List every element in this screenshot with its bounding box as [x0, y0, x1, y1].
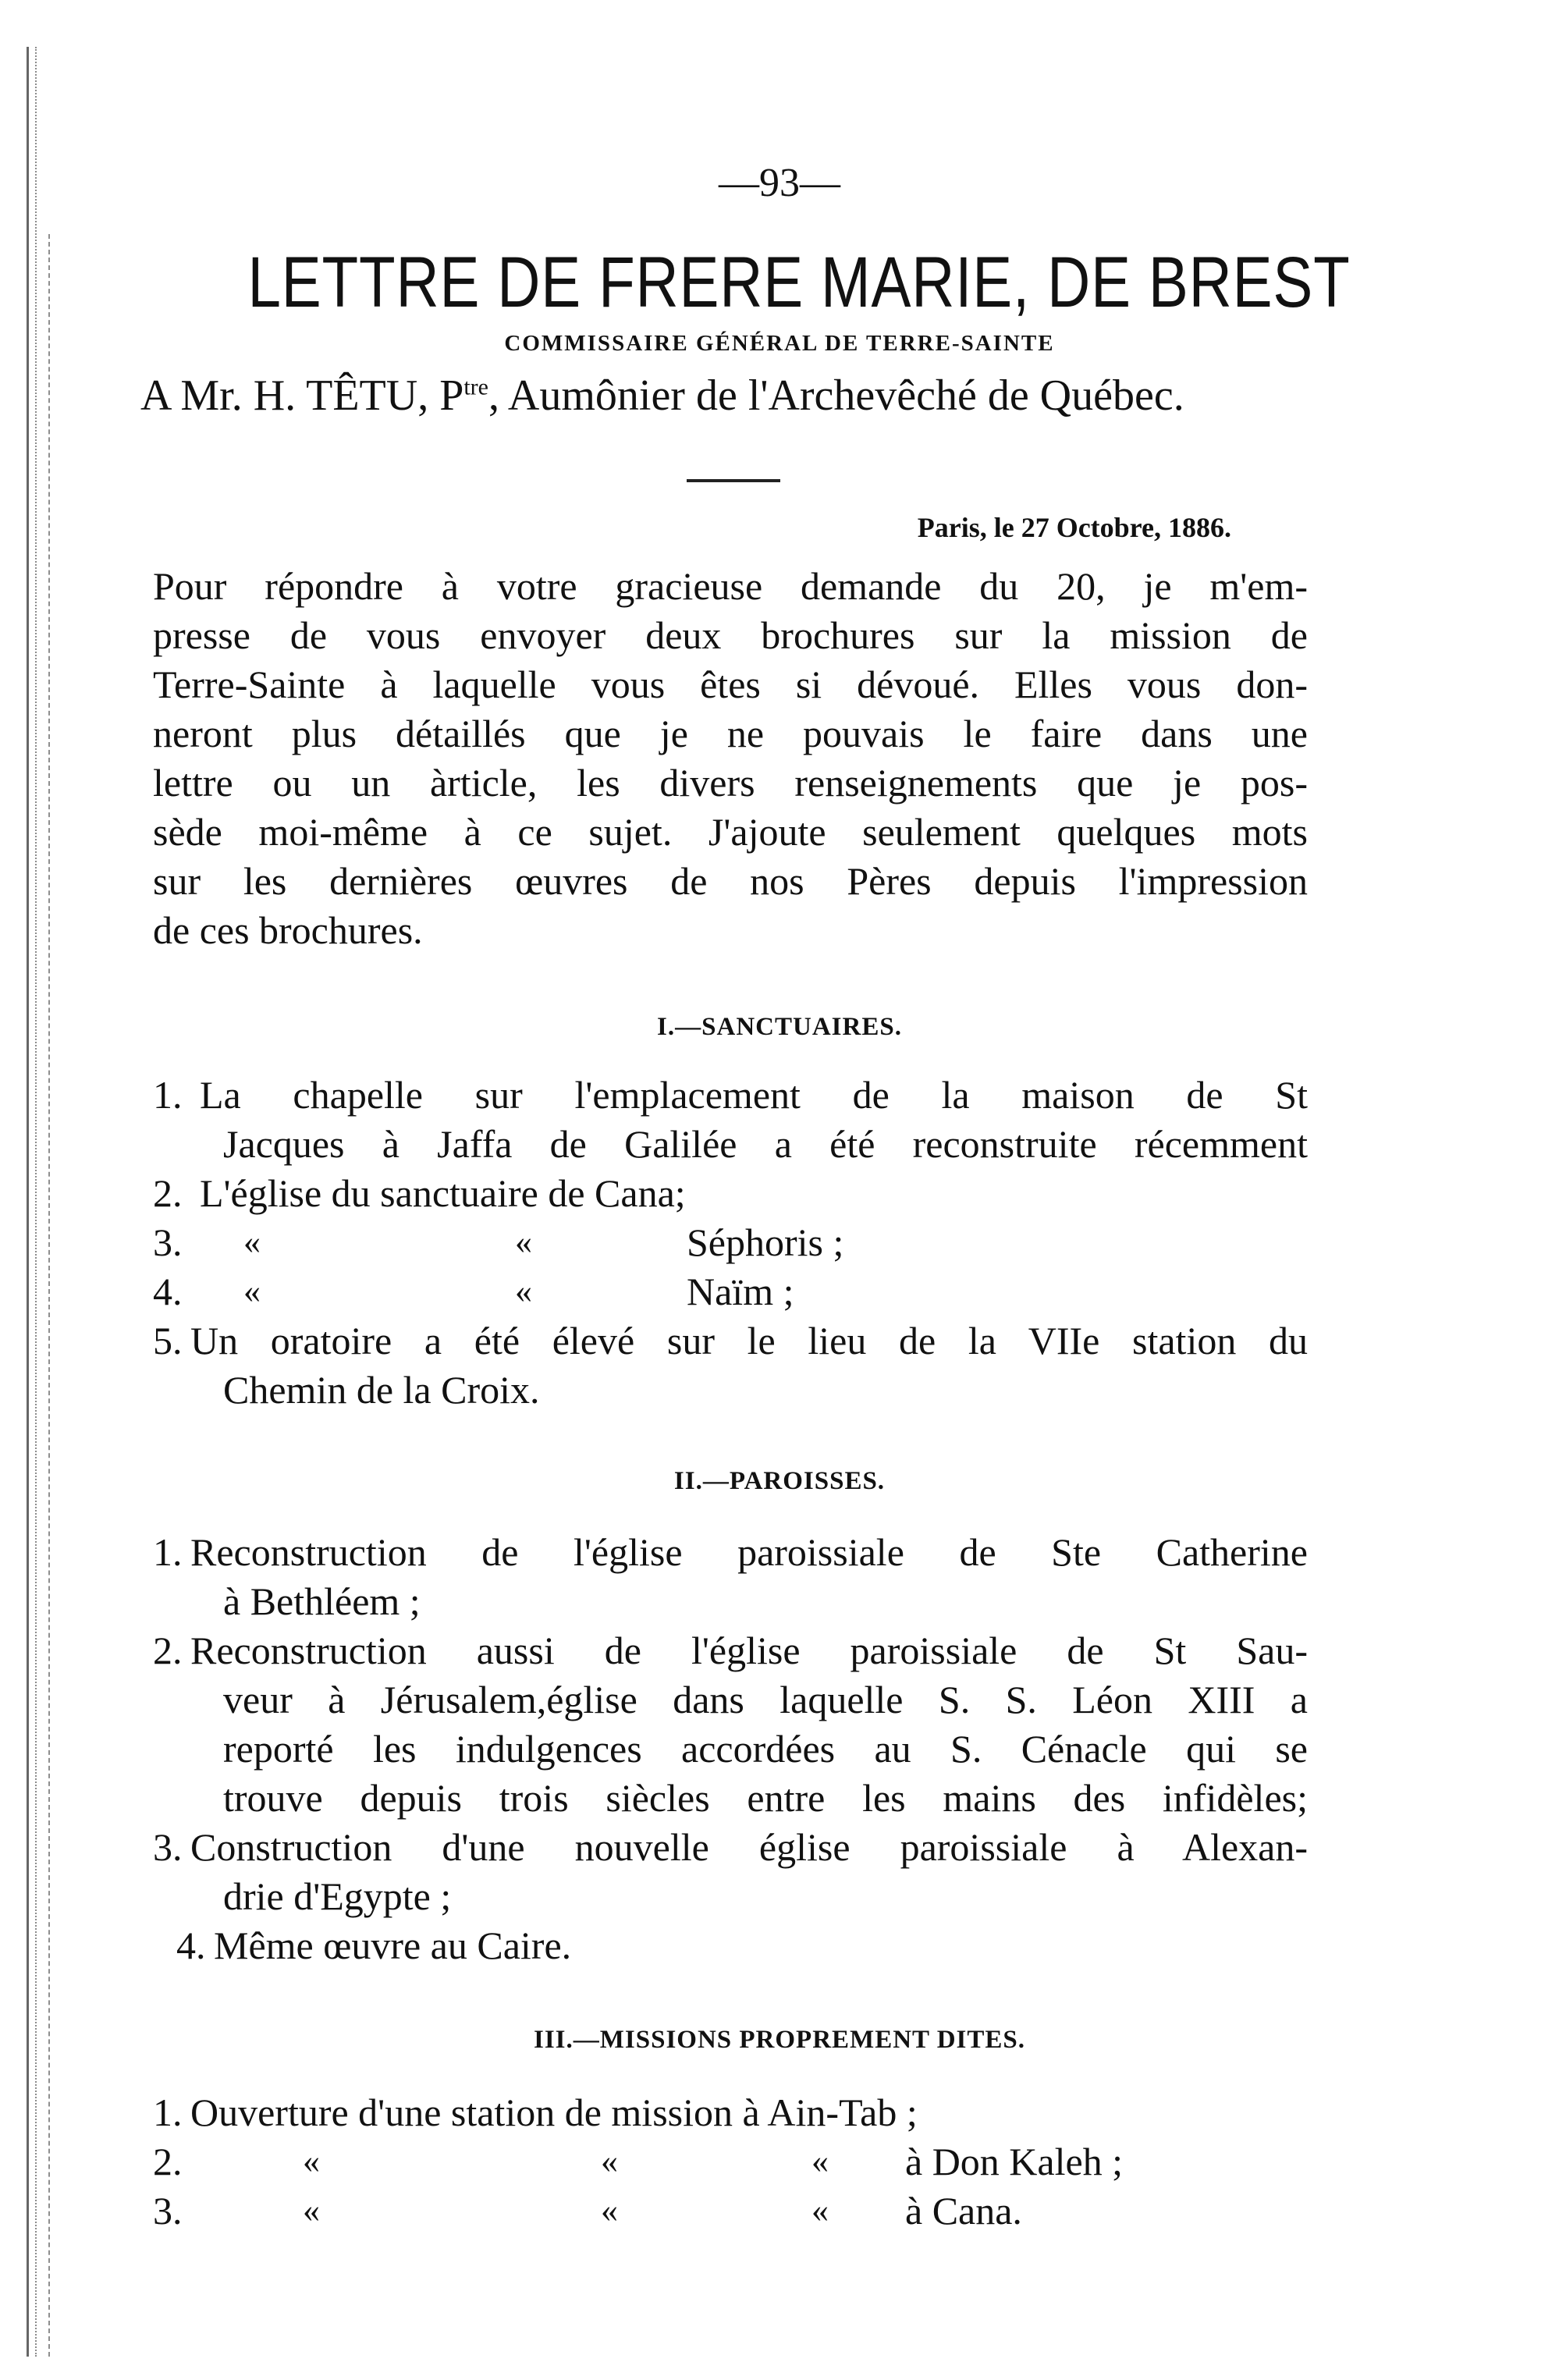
section-heading-sanctuaires: I.—SANCTUAIRES.: [657, 1013, 902, 1041]
addressee: [140, 371, 1184, 421]
item-number: 1.: [153, 1073, 183, 1117]
section-heading-missions: III.—MISSIONS PROPREMENT DITES.: [533, 2026, 1026, 2054]
ditto-mark: «: [303, 2142, 320, 2180]
item-line: à Bethléem ;: [223, 1579, 421, 1623]
item-place: à Don Kaleh ;: [905, 2140, 1124, 2183]
ditto-mark: «: [303, 2191, 320, 2229]
scan-edge-left: [27, 47, 37, 2357]
intro-line: lettre ou un àrticle, les divers renseignements que je pos-: [153, 761, 1308, 805]
item-number: 5.: [153, 1319, 183, 1362]
intro-line: de ces brochures.: [153, 908, 423, 952]
item-place: à Cana.: [905, 2189, 1022, 2233]
item-place: Séphoris ;: [687, 1220, 844, 1264]
item-number: 1.: [153, 2090, 183, 2134]
item-number: 4.: [176, 1924, 206, 1967]
item-number: 3.: [153, 1220, 183, 1264]
item-line: reporté les indulgences accordées au S. Cénacle qui se: [223, 1727, 1308, 1771]
item-number: 3.: [153, 2189, 183, 2233]
item-line: Ouverture d'une station de mission à Ain-Tab ;: [190, 2090, 918, 2134]
ditto-mark: «: [811, 2142, 829, 2180]
ditto-mark: «: [243, 1223, 261, 1261]
intro-line: Terre-Sainte à laquelle vous êtes si dévoué. Elles vous don-: [153, 662, 1308, 706]
addressee-prefix: A Mr. H. TÊTU, P: [140, 371, 464, 420]
item-line: L'église du sanctuaire de Cana;: [200, 1171, 686, 1215]
item-line: Un oratoire a été élevé sur le lieu de la VIIe station du: [190, 1319, 1308, 1362]
item-line: drie d'Egypte ;: [223, 1874, 452, 1918]
item-line: Reconstruction aussi de l'église paroissiale de St Sau-: [190, 1629, 1308, 1672]
ditto-mark: «: [601, 2142, 618, 2180]
item-number: 1.: [153, 1530, 183, 1574]
item-line: trouve depuis trois siècles entre les mains des infidèles;: [223, 1776, 1308, 1820]
item-line: La chapelle sur l'emplacement de la maison de St: [200, 1073, 1308, 1117]
item-number: 2.: [153, 1629, 183, 1672]
item-number: 2.: [153, 2140, 183, 2183]
intro-line: sède moi-même à ce sujet. J'ajoute seulement quelques mots: [153, 810, 1308, 854]
item-line: Reconstruction de l'église paroissiale de Ste Catherine: [190, 1530, 1308, 1574]
intro-line: presse de vous envoyer deux brochures sur la mission de: [153, 613, 1308, 657]
page-number: —93—: [719, 161, 840, 205]
item-number: 4.: [153, 1270, 183, 1313]
ditto-mark: «: [515, 1272, 532, 1310]
addressee-sup: tre: [463, 374, 488, 400]
ditto-mark: «: [243, 1272, 261, 1310]
intro-line: Pour répondre à votre gracieuse demande du 20, je m'em-: [153, 564, 1308, 608]
item-line: Chemin de la Croix.: [223, 1368, 540, 1412]
item-line: veur à Jérusalem,église dans laquelle S. S. Léon XIII a: [223, 1678, 1308, 1721]
item-place: Naïm ;: [687, 1270, 794, 1313]
section-heading-paroisses: II.—PAROISSES.: [673, 1467, 886, 1495]
separator-rule: [687, 479, 780, 482]
letter-subtitle: COMMISSAIRE GÉNÉRAL DE TERRE-SAINTE: [504, 331, 1055, 356]
letter-title: LETTRE DE FRERE MARIE, DE BREST: [247, 243, 1351, 322]
ditto-mark: «: [515, 1223, 532, 1261]
addressee-suffix: , Aumônier de l'Archevêché de Québec.: [488, 371, 1184, 420]
item-number: 2.: [153, 1171, 183, 1215]
intro-line: neront plus détaillés que je ne pouvais le faire dans une: [153, 712, 1308, 755]
item-line: Même œuvre au Caire.: [214, 1924, 572, 1967]
intro-line: sur les dernières œuvres de nos Pères depuis l'impression: [153, 859, 1308, 903]
item-line: Construction d'une nouvelle église paroissiale à Alexan-: [190, 1825, 1308, 1869]
item-line: Jacques à Jaffa de Galilée a été reconstruite récemment: [223, 1122, 1308, 1166]
ditto-mark: «: [811, 2191, 829, 2229]
dateline: Paris, le 27 Octobre, 1886.: [917, 512, 1231, 543]
item-number: 3.: [153, 1825, 183, 1869]
ditto-mark: «: [601, 2191, 618, 2229]
